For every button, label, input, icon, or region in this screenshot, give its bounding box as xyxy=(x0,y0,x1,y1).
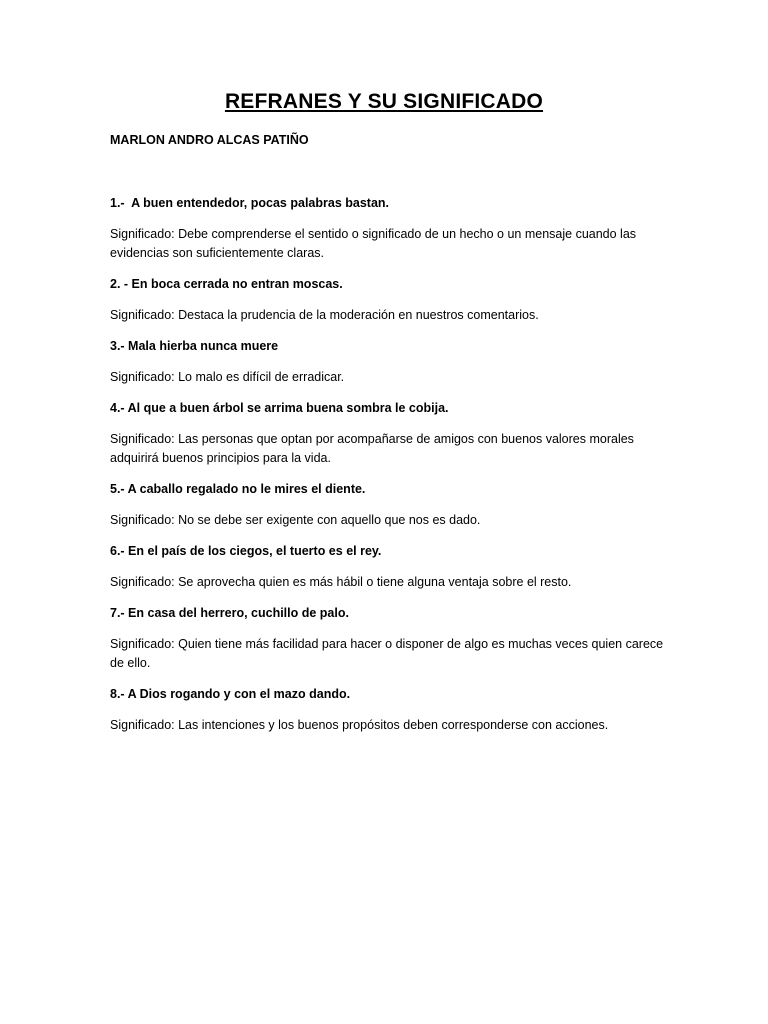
proverb-item xyxy=(110,685,670,735)
proverb-meaning: Significado: Debe comprenderse el sentido o significado de un hecho o un mensaje cuando las evidencias son suficientemente claras. xyxy=(110,227,637,260)
proverb-meaning: Significado: Lo malo es difícil de erradicar. xyxy=(110,370,345,384)
proverb-text: 4.- Al que a buen árbol se arrima buena sombra le cobija. xyxy=(110,401,449,415)
proverb-list xyxy=(110,194,670,735)
proverb-text: 3.- Mala hierba nunca muere xyxy=(110,339,279,353)
proverb-text: 5.- A caballo regalado no le mires el diente. xyxy=(110,482,366,496)
document-title: REFRANES Y SU SIGNIFICADO xyxy=(224,90,544,113)
proverb-meaning: Significado: Quien tiene más facilidad para hacer o disponer de algo es muchas veces quien carece de ello. xyxy=(110,637,664,670)
proverb-meaning: Significado: Las personas que optan por acompañarse de amigos con buenos valores morales adquirirá buenos principios para la vida. xyxy=(110,432,634,465)
proverb-text: 2. - En boca cerrada no entran moscas. xyxy=(110,277,343,291)
proverb-item xyxy=(110,399,670,468)
proverb-item xyxy=(110,337,670,387)
proverb-meaning: Significado: No se debe ser exigente con aquello que nos es dado. xyxy=(110,513,481,527)
proverb-text: 8.- A Dios rogando y con el mazo dando. xyxy=(110,687,351,701)
proverb-text: 6.- En el país de los ciegos, el tuerto es el rey. xyxy=(110,544,382,558)
proverb-item xyxy=(110,542,670,592)
proverb-item xyxy=(110,604,670,673)
proverb-meaning: Significado: Se aprovecha quien es más hábil o tiene alguna ventaja sobre el resto. xyxy=(110,575,572,589)
proverb-meaning: Significado: Las intenciones y los buenos propósitos deben corresponderse con acciones. xyxy=(110,718,609,732)
proverb-text: 1.- A buen entendedor, pocas palabras bastan. xyxy=(110,196,390,210)
proverb-item xyxy=(110,194,670,263)
proverb-item xyxy=(110,275,670,325)
author-name: MARLON ANDRO ALCAS PATIÑO xyxy=(110,133,309,147)
proverb-text: 7.- En casa del herrero, cuchillo de palo. xyxy=(110,606,349,620)
proverb-meaning: Significado: Destaca la prudencia de la moderación en nuestros comentarios. xyxy=(110,308,539,322)
proverb-item xyxy=(110,480,670,530)
